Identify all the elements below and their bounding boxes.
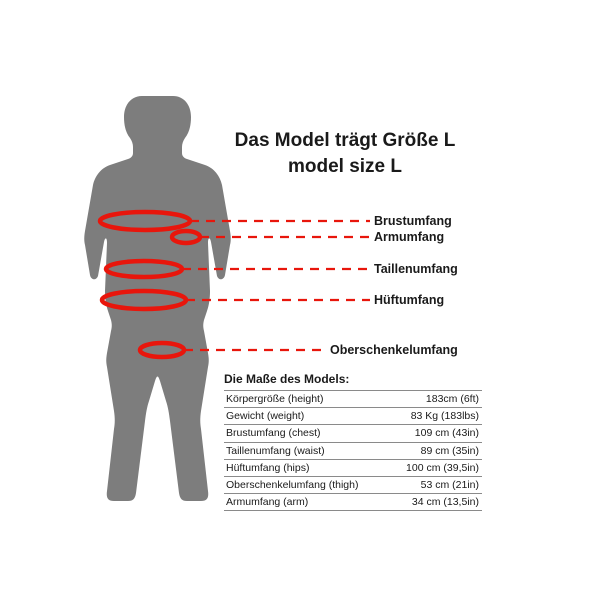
row-label: Hüftumfang (hips) [224, 459, 385, 476]
leader-lines [182, 221, 370, 350]
callout-hips: Hüftumfang [374, 293, 445, 307]
row-label: Brustumfang (chest) [224, 425, 385, 442]
callout-chest: Brustumfang [374, 214, 452, 228]
title-line-en: model size L [287, 155, 403, 177]
title-line-de: Das Model trägt Größe L [234, 130, 456, 151]
row-label: Gewicht (weight) [224, 408, 385, 425]
measurements-table [224, 390, 482, 511]
table-row [224, 442, 482, 459]
table-row [224, 425, 482, 442]
table-row [224, 476, 482, 493]
table-row [224, 408, 482, 425]
row-value: 109 cm (43in) [385, 425, 482, 442]
row-label: Taillenumfang (waist) [224, 442, 385, 459]
row-value: 100 cm (39,5in) [385, 459, 482, 476]
callout-waist: Taillenumfang [374, 262, 458, 276]
row-label: Körpergröße (height) [224, 391, 385, 408]
table-row [224, 494, 482, 511]
row-value: 53 cm (21in) [385, 476, 482, 493]
row-value: 34 cm (13,5in) [385, 494, 482, 511]
callout-thigh: Oberschenkelumfang [330, 343, 458, 357]
table-row [224, 391, 482, 408]
row-value: 83 Kg (183lbs) [385, 408, 482, 425]
diagram-title [190, 128, 500, 179]
row-label: Oberschenkelumfang (thigh) [224, 476, 385, 493]
row-value: 183cm (6ft) [385, 391, 482, 408]
callout-arm: Armumfang [374, 230, 445, 244]
row-value: 89 cm (35in) [385, 442, 482, 459]
measurements-table-title: Die Maße des Models: [224, 372, 350, 386]
row-label: Armumfang (arm) [224, 494, 385, 511]
table-row [224, 459, 482, 476]
